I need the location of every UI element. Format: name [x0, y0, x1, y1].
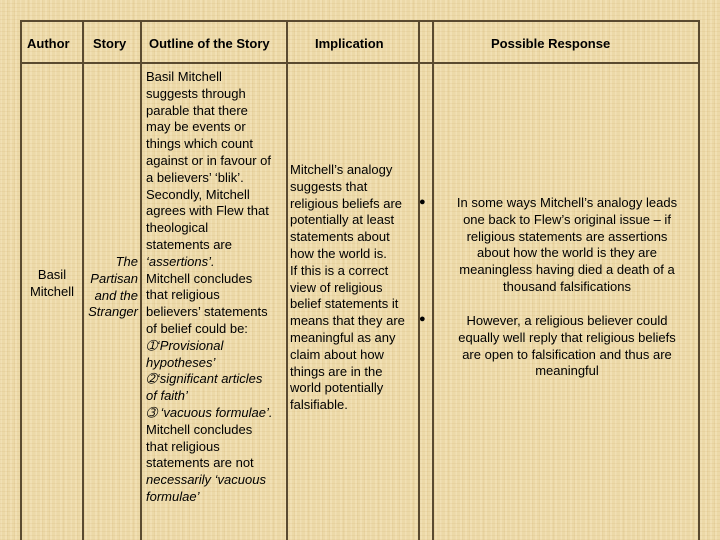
author-line: Mitchell — [29, 283, 75, 299]
response-line: religious statements are assertions — [466, 228, 668, 244]
outline-line: Mitchell concludes — [146, 270, 253, 286]
response-line: one back to Flew’s original issue – if — [463, 211, 671, 227]
implication-line: statements about — [290, 229, 390, 245]
story-line: and the — [94, 287, 138, 303]
story-line: Stranger — [88, 304, 138, 320]
outline-line: necessarily ‘vacuous — [146, 472, 266, 488]
response-line: equally well reply that religious beliefs — [458, 329, 676, 345]
header-story: Story — [93, 36, 127, 51]
author-line: Basil — [37, 267, 67, 282]
implication-cell — [290, 162, 418, 414]
implication-line: claim about how — [290, 346, 384, 362]
bullet-icon: ● — [419, 313, 426, 325]
implication-line: meaningful as any — [290, 329, 396, 345]
story-cell — [84, 254, 138, 321]
outline-line: against or in favour of — [146, 152, 272, 168]
outline-line: of faith’ — [146, 388, 188, 404]
outline-line: believers’ statements — [146, 304, 268, 320]
implication-line: world potentially — [290, 380, 384, 396]
implication-line: Mitchell’s analogy — [290, 162, 393, 177]
implication-line: things are in the — [290, 363, 383, 379]
implication-line: view of religious — [290, 279, 383, 295]
outline-line: that religious — [146, 438, 220, 454]
outline-line: Mitchell concludes — [146, 421, 253, 437]
bullet-icon: ● — [419, 196, 426, 208]
implication-line: religious beliefs are — [290, 195, 403, 211]
outline-line: a believers’ ‘blik’. — [146, 169, 244, 185]
table-top-border — [20, 20, 700, 22]
implication-line: means that they are — [290, 313, 405, 329]
outline-line: ➁‘significant articles — [146, 371, 263, 387]
table-right-border — [698, 20, 700, 540]
outline-line: Secondly, Mitchell — [146, 186, 250, 202]
story-line: Partisan — [90, 270, 138, 286]
outline-line: may be events or — [146, 119, 246, 135]
response-line: thousand falsifications — [503, 278, 631, 294]
outline-line: ➂ ‘vacuous formulae’. — [146, 404, 273, 420]
response-point-2 — [436, 313, 698, 380]
response-line: are open to falsification and thus are — [462, 346, 672, 362]
outline-line: formulae’ — [146, 488, 200, 504]
implication-line: If this is a correct — [290, 262, 389, 278]
implication-line: how the world is. — [290, 245, 387, 261]
column-divider — [432, 20, 434, 540]
implication-line: potentially at least — [290, 212, 395, 228]
outline-line: Basil Mitchell — [146, 69, 222, 84]
outline-line: hypotheses’ — [146, 354, 216, 370]
outline-line: of belief could be: — [146, 320, 248, 336]
response-line: meaningful — [535, 363, 599, 379]
outline-line: agrees with Flew that — [146, 203, 269, 219]
story-line: The — [115, 254, 138, 269]
response-line: about how the world is they are — [477, 245, 657, 261]
author-cell — [22, 267, 82, 301]
column-divider — [286, 20, 288, 540]
outline-cell — [146, 69, 286, 506]
outline-line: things which count — [146, 136, 253, 152]
header-author: Author — [27, 36, 70, 51]
implication-line: belief statements it — [290, 296, 399, 312]
header-outline: Outline of the Story — [149, 36, 270, 51]
column-divider — [140, 20, 142, 540]
response-point-1 — [436, 195, 698, 296]
outline-line: parable that there — [146, 102, 248, 118]
implication-line: suggests that — [290, 178, 368, 194]
outline-line: that religious — [146, 287, 220, 303]
implication-line: falsifiable. — [290, 397, 348, 413]
header-response: Possible Response — [491, 36, 611, 51]
response-line: However, a religious believer could — [466, 313, 668, 328]
header-implication: Implication — [315, 36, 384, 51]
response-line: meaningless having died a death of a — [459, 262, 675, 278]
outline-line: suggests through — [146, 85, 246, 101]
outline-line: theological — [146, 220, 209, 236]
header-divider — [20, 62, 700, 64]
column-divider — [418, 20, 420, 540]
response-line: In some ways Mitchell’s analogy leads — [456, 195, 678, 210]
outline-line: ‘assertions’. — [146, 253, 215, 269]
outline-line: statements are not — [146, 455, 254, 471]
outline-line: statements are — [146, 236, 232, 252]
outline-line: ➀‘Provisional — [146, 337, 224, 353]
